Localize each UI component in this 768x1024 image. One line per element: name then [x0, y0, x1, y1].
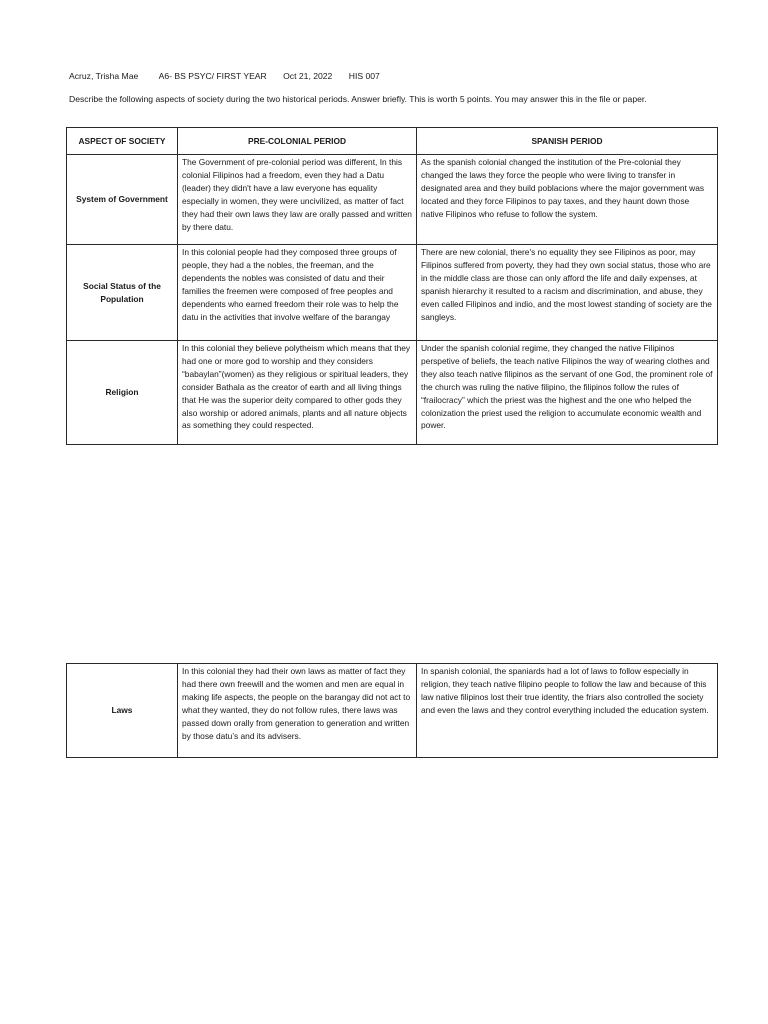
spanish-cell: There are new colonial, there's no equality they see Filipinos as poor, may Filipinos suffered from poverty, they had they own social status, those who are in the middle class are those can only afford the life and daily expenses, at spanish hierarchy it resulted to a racism and discrimination, and abuse, they even called Filipinos and indio, and the most lowest standing of society are the sangleys. — [417, 245, 718, 341]
spanish-cell: Under the spanish colonial regime, they changed the native Filipinos perspetive of beliefs, the teach native Filipinos the way of wearing clothes and they also teach native filipinos as the servant of one God, the prominent role of the church was ruling the native filipino, the filipinos follow the rules of “frailocracy” which the priest was the highest and the one who helped the colonization the priest used the religion to accumulate economic wealth and power. — [417, 341, 718, 445]
table-row — [67, 341, 718, 445]
document-header — [69, 71, 380, 81]
aspect-cell: Religion — [67, 341, 178, 445]
table-header-row — [67, 128, 718, 155]
header-spanish: SPANISH PERIOD — [417, 128, 718, 155]
pre-colonial-cell: In this colonial they had their own laws as matter of fact they had there own freewill and the women and men are equal in making life aspects, the people on the barangay did not act to what they wanted, they do not follow rules, there laws was passed down orally from generation to generation and written by those datu’s and its advisers. — [178, 664, 417, 758]
aspect-cell: System of Government — [67, 155, 178, 245]
table-row — [67, 155, 718, 245]
aspects-table — [66, 127, 718, 445]
pre-colonial-cell: In this colonial people had they composed three groups of people, they had a the nobles, the freeman, and the dependents the nobles was consisted of datu and their families the freemen were composed of free peoples and dependents who earned freedom their role was to help the datu in the activities that involve welfare of the barangay — [178, 245, 417, 341]
header-pre-colonial: PRE-COLONIAL PERIOD — [178, 128, 417, 155]
date-label: Oct 21, 2022 — [283, 71, 333, 81]
pre-colonial-cell: The Government of pre-colonial period was different, In this colonial Filipinos had a freedom, even they had a Datu (leader) they didn't have a law everyone has equality especially in women, they were uncivilized, as matter of fact they had their own laws they law are orally passed and written by there datu. — [178, 155, 417, 245]
instructions-text: Describe the following aspects of society during the two historical periods. Answer briefly. This is worth 5 points. You may answer this in the file or paper. — [69, 94, 647, 104]
course-code: HIS 007 — [348, 71, 380, 81]
aspect-cell: Social Status of the Population — [67, 245, 178, 341]
table-row — [67, 664, 718, 758]
pre-colonial-cell: In this colonial they believe polytheism which means that they had one or more god to worship and they considers “babaylan”(women) as they religious or spiritual leaders, they consider Bathala as the creator of earth and all living things that He was the superior deity compared to other gods they also worship or adored animals, plants and all nature objects as something they could respected. — [178, 341, 417, 445]
table-row — [67, 245, 718, 341]
laws-table — [66, 663, 718, 758]
student-name: Acruz, Trisha Mae — [69, 71, 139, 81]
section-label: A6- BS PSYC/ FIRST YEAR — [158, 71, 267, 81]
spanish-cell: In spanish colonial, the spaniards had a lot of laws to follow especially in religion, they teach native filipino people to follow the law and because of this law native filipinos lost their true identity, the friars also controlled the society and even the laws and they control everything included the education system. — [417, 664, 718, 758]
aspect-cell: Laws — [67, 664, 178, 758]
spanish-cell: As the spanish colonial changed the institution of the Pre-colonial they changed the laws they force the people who were living to transfer in designated area and they build poblacions where the major government was located and they force Filipinos to pay taxes, and they haunt down those native Filipinos who refuse to follow the system. — [417, 155, 718, 245]
header-aspect: ASPECT OF SOCIETY — [67, 128, 178, 155]
